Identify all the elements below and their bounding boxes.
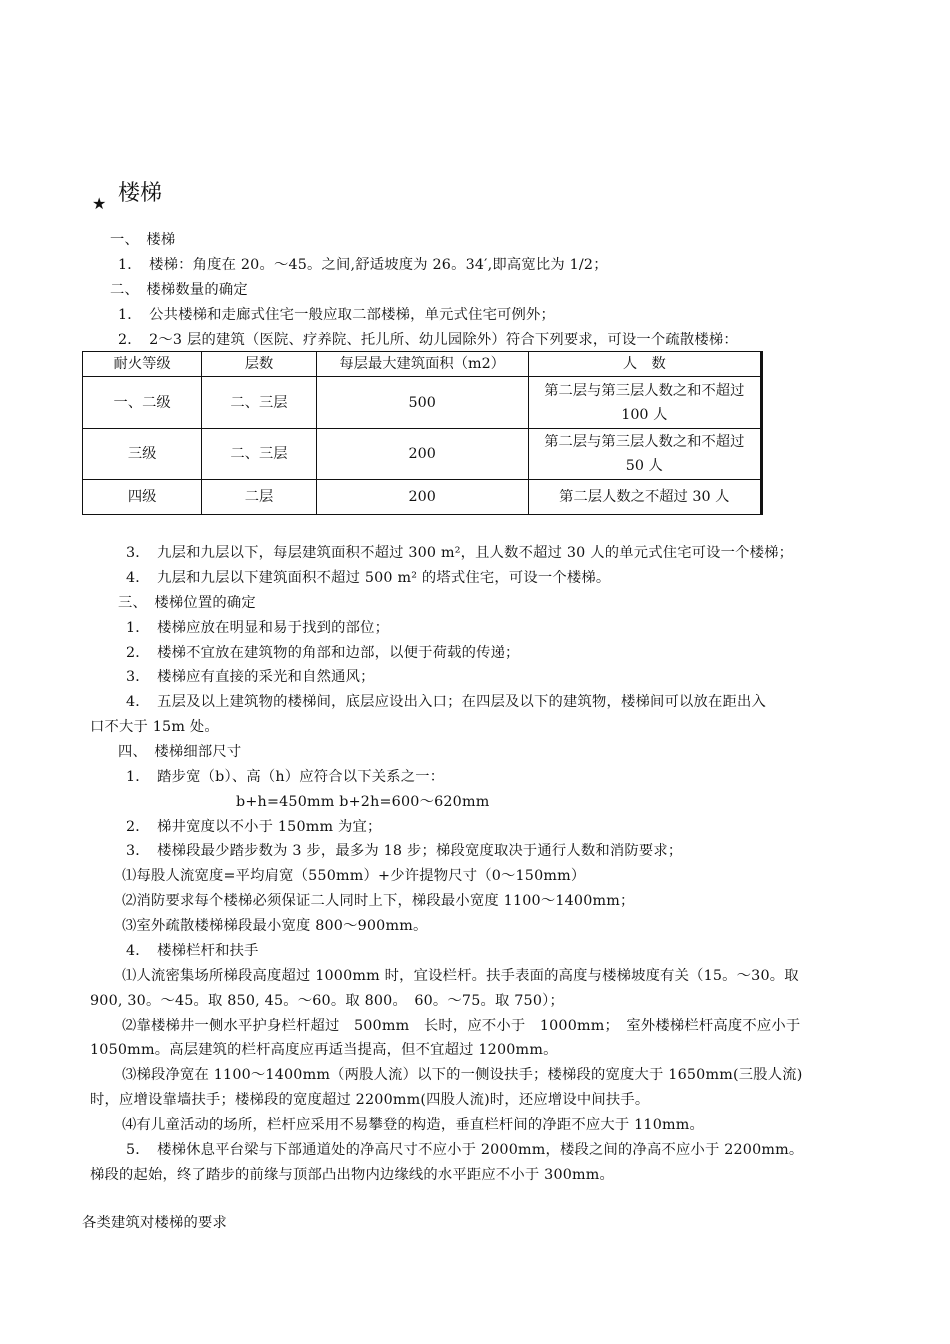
paragraph: 3． 九层和九层以下，每层建筑面积不超过 300 m²，且人数不超过 30 人的单元式住宅可设一个楼梯； xyxy=(126,545,794,561)
page-title: 楼梯 xyxy=(118,181,163,206)
paragraph: 900, 30。～45。取 850, 45。～60。取 800。 60。～75。取 750）； xyxy=(90,993,564,1009)
section-4-heading: 四、 楼梯细部尺寸 xyxy=(118,744,242,760)
paragraph: 3． 楼梯段最少踏步数为 3 步，最多为 18 步；梯段宽度取决于通行人数和消防要求； xyxy=(126,843,683,859)
table-cell: 二、三层 xyxy=(202,377,316,429)
paragraph: 1． 楼梯：角度在 20。～45。之间,舒适坡度为 26。34′,即高宽比为 1/2； xyxy=(118,257,608,273)
formula: b+h=450mm b+2h=600～620mm xyxy=(236,794,490,810)
paragraph: 4． 楼梯栏杆和扶手 xyxy=(126,943,259,959)
paragraph: 1． 公共楼梯和走廊式住宅一般应取二部楼梯，单元式住宅可例外； xyxy=(118,307,556,323)
table-row xyxy=(83,429,762,480)
table-header-cell: 人 数 xyxy=(528,352,761,377)
section-1-heading: 一、 楼梯 xyxy=(110,232,176,248)
paragraph: 2． 梯井宽度以不小于 150mm 为宜； xyxy=(126,819,382,835)
table-header-cell: 耐火等级 xyxy=(83,352,202,377)
footer-heading: 各类建筑对楼梯的要求 xyxy=(82,1215,227,1231)
table-cell: 第二层与第三层人数之和不超过 50 人 xyxy=(528,429,761,480)
table-cell: 500 xyxy=(316,377,528,429)
table-cell: 四级 xyxy=(83,480,202,515)
paragraph: 1． 楼梯应放在明显和易于找到的部位； xyxy=(126,620,390,636)
table-header-row xyxy=(83,352,762,377)
table-cell: 第二层人数之不超过 30 人 xyxy=(528,480,761,515)
paragraph: 4． 五层及以上建筑物的楼梯间，底层应设出入口；在四层及以下的建筑物，楼梯间可以放在距出入 xyxy=(126,694,767,710)
table-header-cell: 层数 xyxy=(202,352,316,377)
stair-requirements-table xyxy=(82,351,763,515)
paragraph: 1050mm。高层建筑的栏杆高度应再适当提高，但不宜超过 1200mm。 xyxy=(90,1042,558,1058)
paragraph: 3． 楼梯应有直接的采光和自然通风； xyxy=(126,669,375,685)
paragraph: 1． 踏步宽（b）、高（h）应符合以下关系之一： xyxy=(126,769,445,785)
section-2-heading: 二、 楼梯数量的确定 xyxy=(110,282,248,298)
paragraph: 2． 楼梯不宜放在建筑物的角部和边部，以便于荷载的传递； xyxy=(126,645,520,661)
table-cell: 三级 xyxy=(83,429,202,480)
paragraph: 口不大于 15m 处。 xyxy=(90,719,219,735)
paragraph: ⑶室外疏散楼梯梯段最小宽度 800～900mm。 xyxy=(122,918,428,934)
table-cell: 二层 xyxy=(202,480,316,515)
paragraph: ⑴每股人流宽度=平均肩宽（550mm）+少许提物尺寸（0～150mm） xyxy=(122,868,586,884)
paragraph: 时，应增设靠墙扶手；楼梯段的宽度超过 2200mm(四股人流)时，还应增设中间扶手。 xyxy=(90,1092,650,1108)
paragraph: ⑷有儿童活动的场所，栏杆应采用不易攀登的构造，垂直栏杆间的净距不应大于 110mm。 xyxy=(122,1117,705,1133)
table-header-cell: 每层最大建筑面积（m2） xyxy=(316,352,528,377)
paragraph: 梯段的起始，终了踏步的前缘与顶部凸出物内边缘线的水平距应不小于 300mm。 xyxy=(90,1167,615,1183)
paragraph: ⑵靠楼梯井一侧水平护身栏杆超过 500mm 长时，应不小于 1000mm； 室外楼梯栏杆高度不应小于 xyxy=(122,1018,801,1034)
table-cell: 一、二级 xyxy=(83,377,202,429)
paragraph: 5． 楼梯休息平台梁与下部通道处的净高尺寸不应小于 2000mm，楼段之间的净高不应小于 2200mm。 xyxy=(126,1142,804,1158)
paragraph: 4． 九层和九层以下建筑面积不超过 500 m² 的塔式住宅，可设一个楼梯。 xyxy=(126,570,611,586)
table-cell: 第二层与第三层人数之和不超过 100 人 xyxy=(528,377,761,429)
table-cell: 二、三层 xyxy=(202,429,316,480)
table-cell: 200 xyxy=(316,480,528,515)
paragraph: ⑶梯段净宽在 1100～1400mm（两股人流）以下的一侧设扶手；楼梯段的宽度大于 1650mm(三股人流) xyxy=(122,1067,803,1083)
star-icon: ★ xyxy=(92,194,107,213)
table-row xyxy=(83,377,762,429)
section-3-heading: 三、 楼梯位置的确定 xyxy=(118,595,256,611)
table-row xyxy=(83,480,762,515)
paragraph: ⑵消防要求每个楼梯必须保证二人同时上下，梯段最小宽度 1100～1400mm； xyxy=(122,893,635,909)
paragraph: ⑴人流密集场所梯段高度超过 1000mm 时，宜设栏杆。扶手表面的高度与楼梯坡度有关（15。～30。取 xyxy=(122,968,799,984)
table-cell: 200 xyxy=(316,429,528,480)
paragraph: 2． 2～3 层的建筑（医院、疗养院、托儿所、幼儿园除外）符合下列要求，可设一个疏散楼梯： xyxy=(118,332,738,348)
